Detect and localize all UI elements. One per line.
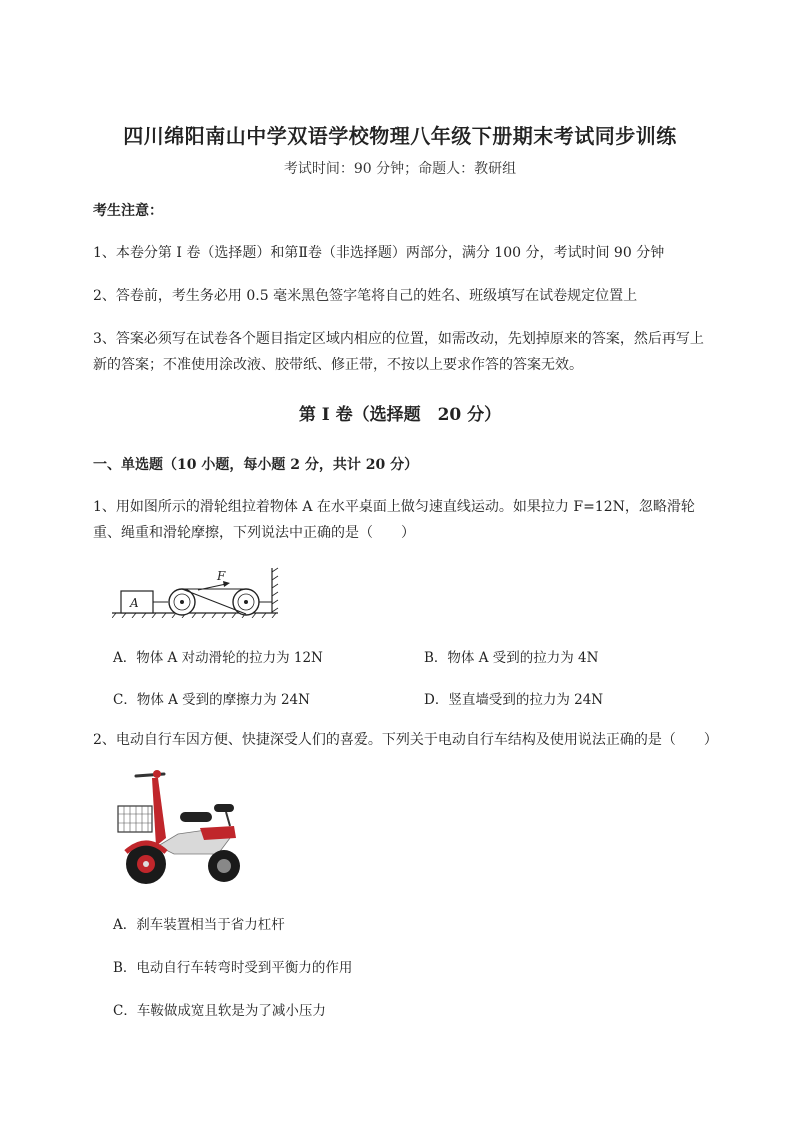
basket	[118, 806, 152, 832]
option-d[interactable]: D．竖直墙受到的拉力为 24N	[424, 692, 604, 708]
section-title: 第 I 卷（选择题 20 分）	[298, 405, 502, 425]
notice-item: 1、本卷分第 I 卷（选择题）和第Ⅱ卷（非选择题）两部分，满分 100 分，考试时间 90 分钟	[93, 245, 665, 261]
option-a[interactable]: A．物体 A 对动滑轮的拉力为 12N	[113, 650, 323, 666]
option-b[interactable]: B．物体 A 受到的拉力为 4N	[424, 650, 599, 666]
exam-info: 考试时间：90 分钟；命题人：教研组	[283, 161, 517, 177]
notice-item: 2、答卷前，考生务必用 0.5 毫米黑色签字笔将自己的姓名、班级填写在试卷规定位置上	[93, 288, 638, 304]
notice-heading: 考生注意：	[93, 203, 163, 219]
question-stem: 2、电动自行车因方便、快捷深受人们的喜爱。下列关于电动自行车结构及使用说法正确的是（ ）	[93, 732, 718, 748]
option-a[interactable]: A．刹车装置相当于省力杠杆	[113, 917, 285, 933]
question-stem: 1、用如图所示的滑轮组拉着物体 A 在水平桌面上做匀速直线运动。如果拉力 F=12N，忽略滑轮重、绳重和滑轮摩擦，下列说法中正确的是（ ）	[93, 499, 695, 541]
block-label: A	[130, 596, 139, 610]
electric-bike-image	[108, 768, 248, 888]
option-c[interactable]: C．物体 A 受到的摩擦力为 24N	[113, 692, 310, 708]
part-heading: 一、单选题（10 小题，每小题 2 分，共计 20 分）	[93, 457, 419, 473]
force-label: F	[217, 569, 226, 583]
pulley-diagram	[112, 566, 287, 618]
page-title: 四川绵阳南山中学双语学校物理八年级下册期末考试同步训练	[123, 124, 677, 148]
option-c[interactable]: C．车鞍做成宽且软是为了减小压力	[113, 1003, 326, 1019]
notice-item: 3、答案必须写在试卷各个题目指定区域内相应的位置，如需改动，先划掉原来的答案，然后再写上新的答案；不准使用涂改液、胶带纸、修正带，不按以上要求作答的答案无效。	[93, 331, 704, 373]
option-b[interactable]: B．电动自行车转弯时受到平衡力的作用	[113, 960, 353, 976]
